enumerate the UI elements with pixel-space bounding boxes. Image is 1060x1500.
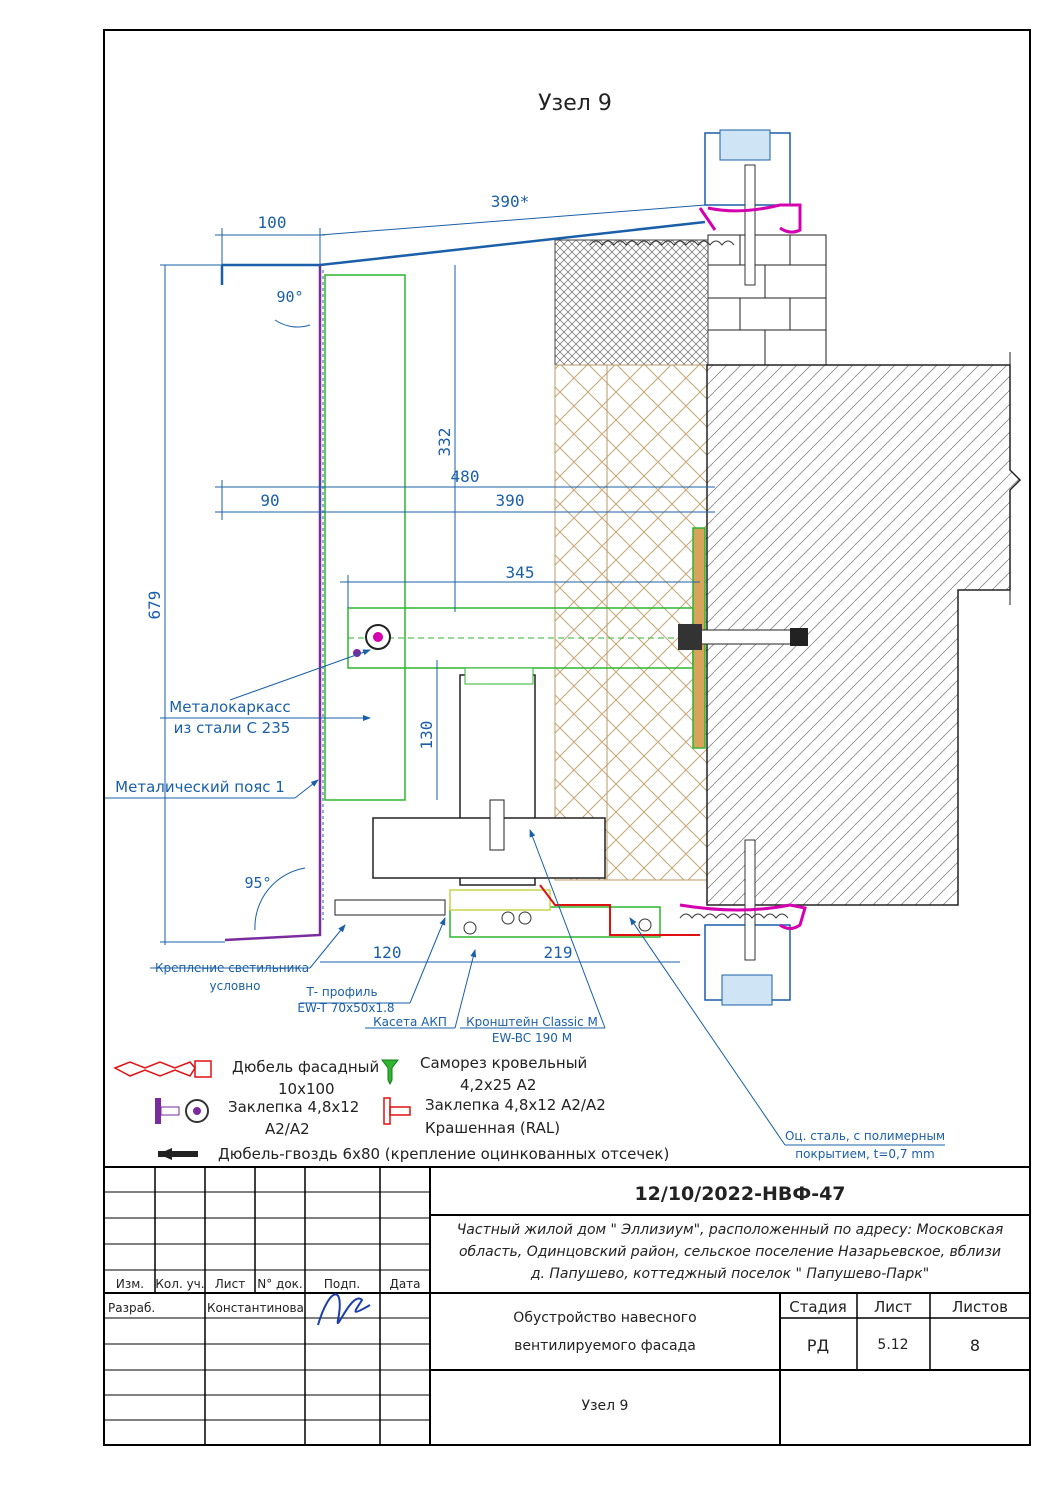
rivet-icon	[155, 1098, 208, 1124]
legend-screw-2: 4,2x25 A2	[460, 1076, 537, 1094]
tb-stage-label: Стадия	[789, 1298, 847, 1316]
painted-rivet-icon	[384, 1098, 410, 1124]
bottom-soffit	[335, 900, 445, 915]
insulation-top	[555, 240, 708, 365]
tb-h-date: Дата	[389, 1277, 421, 1291]
callout-frame-2: из стали С 235	[173, 719, 291, 737]
rivet-node	[353, 625, 390, 657]
callout-cassette: Касета АКП	[373, 1015, 447, 1029]
callout-belt: Металический пояс 1	[115, 778, 285, 796]
dim-95-deg: 95°	[244, 874, 272, 892]
tb-project-2: область, Одинцовский район, сельское поселение Назарьевское, вблизи	[458, 1244, 1002, 1260]
seal-bottom	[680, 914, 788, 918]
legend	[115, 1054, 669, 1163]
tb-node: Узел 9	[581, 1398, 629, 1414]
callout-bracket-2: EW-BC 190 M	[491, 1031, 573, 1045]
dim-332: 332	[435, 427, 454, 457]
signature	[318, 1294, 370, 1325]
legend-screw-1: Саморез кровельный	[420, 1054, 588, 1072]
bottom-rail	[450, 907, 660, 937]
tb-code: 12/10/2022-НВФ-47	[634, 1183, 846, 1205]
metal-frame-vertical	[225, 265, 320, 940]
tb-sheets-label: Листов	[951, 1298, 1009, 1316]
lamp-housing	[373, 818, 605, 878]
tb-sheet: 5.12	[877, 1337, 909, 1353]
tb-h-kol: Кол. уч.	[155, 1277, 205, 1291]
tb-stage: РД	[806, 1336, 830, 1355]
dim-345: 345	[505, 563, 535, 582]
dowel-nail-icon	[158, 1148, 198, 1160]
callout-tprofile-2: EW-T 70x50x1.8	[297, 1001, 395, 1015]
dim-100: 100	[257, 213, 287, 232]
tb-h-list: Лист	[214, 1277, 246, 1291]
dim-679: 679	[145, 590, 164, 620]
roof-screw-icon	[382, 1060, 398, 1084]
dim-120: 120	[372, 943, 402, 962]
tb-author: Константинова	[207, 1301, 304, 1315]
tb-h-izm: Изм.	[115, 1277, 145, 1291]
tb-sheet-label: Лист	[873, 1298, 913, 1316]
dim-90: 90	[260, 491, 280, 510]
legend-dowel-1: Дюбель фасадный	[232, 1058, 380, 1076]
dim-480: 480	[450, 467, 480, 486]
tb-project-1: Частный жилой дом " Эллизиум", расположенный по адресу: Московская	[456, 1222, 1004, 1238]
legend-dowel-nail: Дюбель-гвоздь 6x80 (крепление оцинкованных отсечек)	[218, 1145, 670, 1163]
dim-390: 390	[495, 491, 525, 510]
frame-box-upper	[325, 275, 405, 800]
callout-steel-2: покрытием, t=0,7 mm	[795, 1147, 935, 1161]
legend-painted-rivet-2: Крашенная (RAL)	[425, 1119, 561, 1137]
legend-rivet-1: Заклепка 4,8x12	[228, 1098, 360, 1116]
concrete-slab	[707, 352, 1020, 905]
tb-work-2: вентилируемого фасада	[514, 1338, 696, 1354]
callout-frame-1: Металокаркасс	[169, 698, 291, 716]
legend-rivet-2: A2/A2	[265, 1120, 310, 1138]
dim-90-deg: 90°	[276, 288, 304, 306]
callout-tprofile-1: Т- профиль	[306, 985, 378, 999]
dowel-facade-icon	[115, 1061, 211, 1077]
tb-razrab: Разраб.	[108, 1301, 156, 1315]
dim-219: 219	[543, 943, 573, 962]
callout-bracket-1: Кронштейн Classic M	[466, 1015, 598, 1029]
dim-130: 130	[417, 720, 436, 750]
tb-h-podp: Подп.	[323, 1277, 361, 1291]
callout-lamp-1: Крепление светильника	[154, 961, 310, 975]
tb-work-1: Обустройство навесного	[513, 1310, 697, 1326]
tb-h-ndoc: N° док.	[257, 1277, 303, 1291]
mineral-wool-outer	[555, 365, 607, 880]
legend-painted-rivet-1: Заклепка 4,8x12 A2/A2	[425, 1096, 606, 1114]
brick-wall	[708, 235, 826, 365]
dim-390-top: 390*	[490, 192, 530, 211]
tb-project-3: д. Папушево, коттеджный поселок " Папушево-Парк"	[530, 1266, 930, 1282]
legend-dowel-2: 10x100	[278, 1080, 335, 1098]
drawing-title: Узел 9	[538, 91, 612, 116]
callout-lamp-2: условно	[209, 979, 261, 993]
callout-steel-1: Оц. сталь, с полимерным	[784, 1129, 946, 1143]
mineral-wool-inner	[607, 365, 707, 880]
tb-sheets: 8	[969, 1336, 981, 1355]
